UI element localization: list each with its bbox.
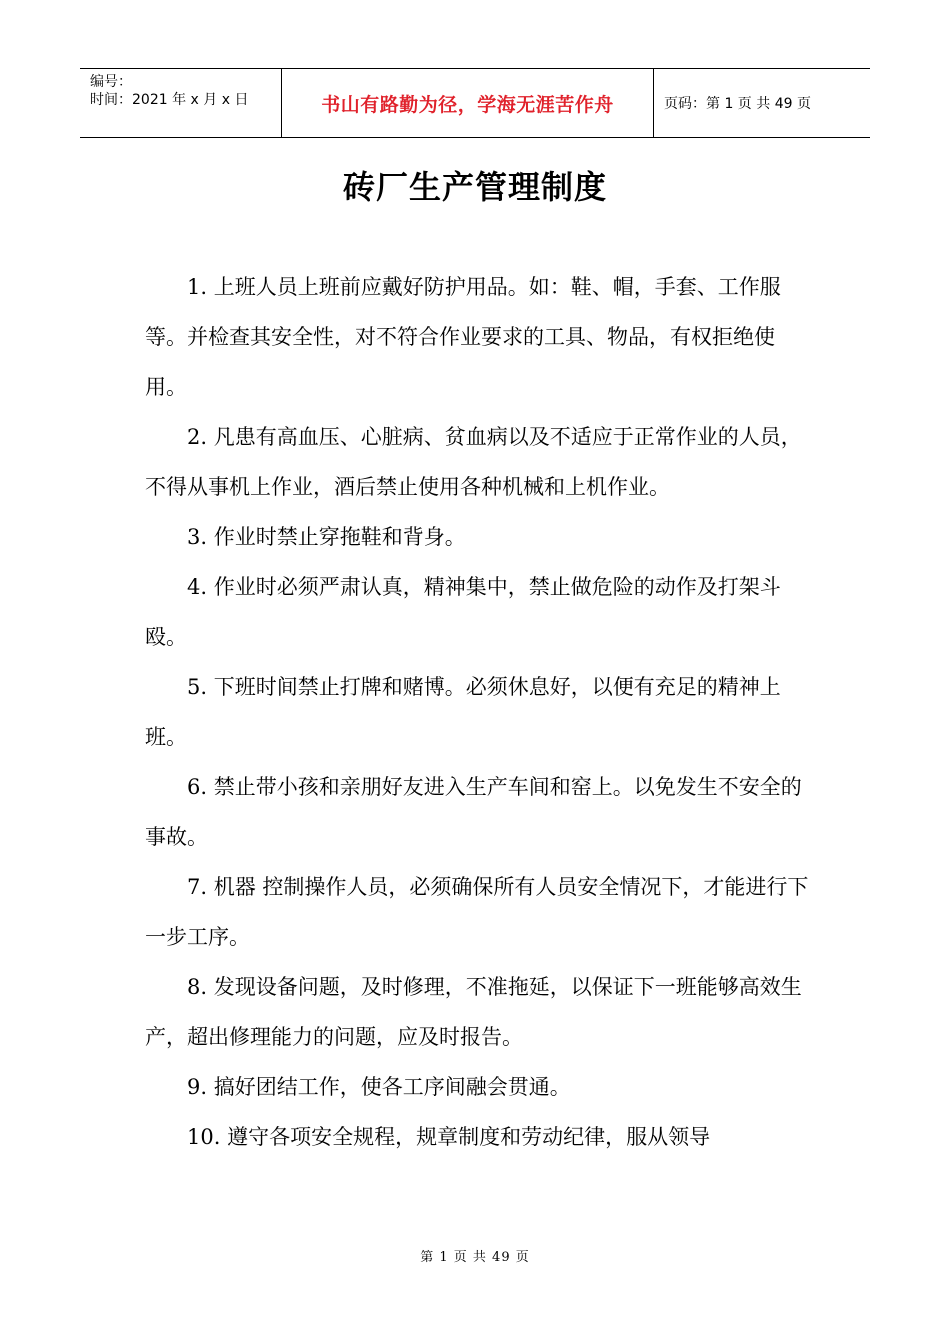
rule-paragraph-9: 9. 搞好团结工作，使各工序间融会贯通。 xyxy=(187,1075,571,1099)
rule-paragraph-7: 7. 机器 控制操作人员，必须确保所有人员安全情况下，才能进行下一步工序。 xyxy=(145,875,809,949)
document-body xyxy=(145,262,809,1162)
header-page-info: 页码：第 1 页 共 49 页 xyxy=(664,96,811,112)
page-footer: 第 1 页 共 49 页 xyxy=(420,1250,530,1265)
rule-paragraph-10: 10. 遵守各项安全规程，规章制度和劳动纪律，服从领导 xyxy=(187,1125,711,1149)
header-page-cell xyxy=(654,69,870,137)
document-title: 砖厂生产管理制度 xyxy=(342,168,607,206)
rule-paragraph-6: 6. 禁止带小孩和亲朋好友进入生产车间和窑上。以免发生不安全的事故。 xyxy=(145,775,802,849)
rule-paragraph-1: 1. 上班人员上班前应戴好防护用品。如：鞋、帽，手套、工作服等。并检查其安全性，对不符合作业要求的工具、物品，有权拒绝使用。 xyxy=(145,275,781,399)
rule-paragraph-4: 4. 作业时必须严肃认真，精神集中，禁止做危险的动作及打架斗殴。 xyxy=(145,575,781,649)
document-date-label: 时间：2021 年 x 月 x 日 xyxy=(90,92,249,108)
rule-paragraph-3: 3. 作业时禁止穿拖鞋和背身。 xyxy=(187,525,466,549)
rule-paragraph-2: 2. 凡患有高血压、心脏病、贫血病以及不适应于正常作业的人员，不得从事机上作业，酒后禁止使用各种机械和上机作业。 xyxy=(145,425,802,499)
rule-paragraph-8: 8. 发现设备问题，及时修理，不准拖延，以保证下一班能够高效生产，超出修理能力的问题，应及时报告。 xyxy=(145,975,802,1049)
document-number-label: 编号： xyxy=(90,74,132,90)
rule-paragraph-5: 5. 下班时间禁止打牌和赌博。必须休息好，以便有充足的精神上班。 xyxy=(145,675,781,749)
document-header xyxy=(80,68,870,138)
header-meta-cell xyxy=(80,69,282,137)
header-motto: 书山有路勤为径，学海无涯苦作舟 xyxy=(321,93,614,116)
header-motto-cell xyxy=(282,69,654,137)
